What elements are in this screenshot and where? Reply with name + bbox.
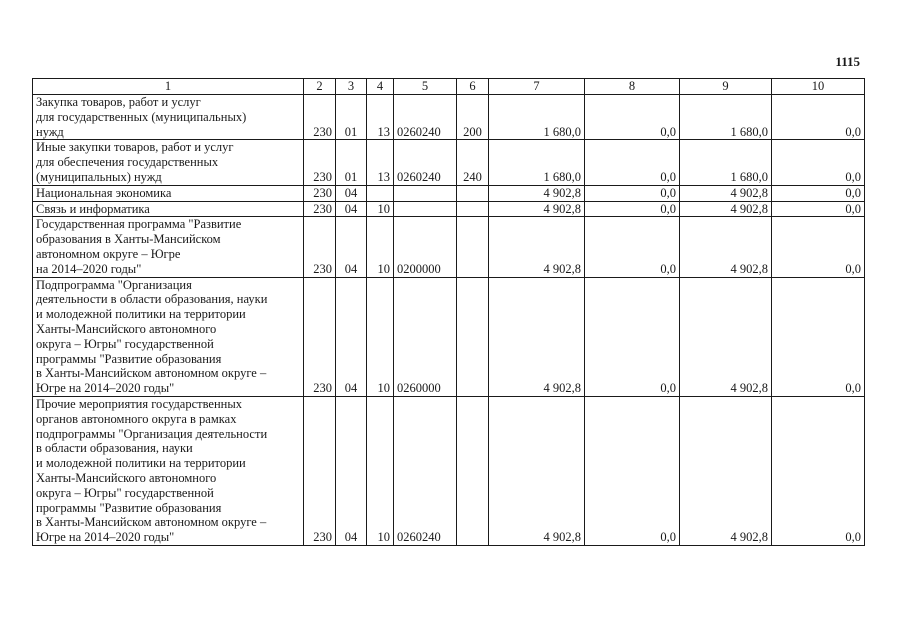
value-cell-c3: 04 bbox=[336, 277, 367, 396]
value-cell-c8: 0,0 bbox=[585, 95, 680, 140]
value-cell-c10: 0,0 bbox=[772, 217, 865, 277]
table-row bbox=[33, 185, 865, 201]
value-cell-c4: 10 bbox=[367, 396, 394, 545]
value-cell-c2: 230 bbox=[304, 201, 336, 217]
value-cell-c2: 230 bbox=[304, 277, 336, 396]
row-name-cell: Иные закупки товаров, работ и услуг для обеспечения государственных (муниципальных) нужд bbox=[33, 140, 304, 185]
table-row bbox=[33, 217, 865, 277]
value-cell-c7: 4 902,8 bbox=[489, 396, 585, 545]
value-cell-c2: 230 bbox=[304, 140, 336, 185]
value-cell-c7: 1 680,0 bbox=[489, 95, 585, 140]
value-cell-c4: 13 bbox=[367, 140, 394, 185]
value-cell-c4: 10 bbox=[367, 217, 394, 277]
value-cell-c2: 230 bbox=[304, 217, 336, 277]
column-header: 8 bbox=[585, 79, 680, 95]
value-cell-c7: 4 902,8 bbox=[489, 277, 585, 396]
column-header: 2 bbox=[304, 79, 336, 95]
value-cell-c6 bbox=[457, 201, 489, 217]
value-cell-c10: 0,0 bbox=[772, 277, 865, 396]
value-cell-c4: 13 bbox=[367, 95, 394, 140]
value-cell-c8: 0,0 bbox=[585, 185, 680, 201]
row-name-cell: Национальная экономика bbox=[33, 185, 304, 201]
value-cell-c2: 230 bbox=[304, 185, 336, 201]
row-name-cell: Прочие мероприятия государственных органов автономного округа в рамках подпрограммы "Организация деятельности в области образования, науки и молодежной политики на территории Ханты-Мансийского автономного округа – Югры" государственной программы "Развитие образования в Ханты-Мансийском автономном округе – Югре на 2014–2020 годы" bbox=[33, 396, 304, 545]
table-row bbox=[33, 140, 865, 185]
value-cell-c9: 4 902,8 bbox=[680, 396, 772, 545]
column-header: 7 bbox=[489, 79, 585, 95]
value-cell-c5: 0200000 bbox=[394, 217, 457, 277]
table-header-row bbox=[33, 79, 865, 95]
value-cell-c3: 04 bbox=[336, 217, 367, 277]
value-cell-c4: 10 bbox=[367, 277, 394, 396]
value-cell-c7: 1 680,0 bbox=[489, 140, 585, 185]
column-header: 4 bbox=[367, 79, 394, 95]
value-cell-c8: 0,0 bbox=[585, 396, 680, 545]
value-cell-c9: 1 680,0 bbox=[680, 95, 772, 140]
row-name-cell: Государственная программа "Развитие образования в Ханты-Мансийском автономном округе – Югре на 2014–2020 годы" bbox=[33, 217, 304, 277]
value-cell-c6 bbox=[457, 396, 489, 545]
value-cell-c5: 0260240 bbox=[394, 396, 457, 545]
value-cell-c6 bbox=[457, 217, 489, 277]
value-cell-c5: 0260240 bbox=[394, 140, 457, 185]
value-cell-c9: 4 902,8 bbox=[680, 277, 772, 396]
value-cell-c3: 04 bbox=[336, 396, 367, 545]
column-header: 3 bbox=[336, 79, 367, 95]
value-cell-c3: 04 bbox=[336, 185, 367, 201]
value-cell-c4: 10 bbox=[367, 201, 394, 217]
table-row bbox=[33, 201, 865, 217]
value-cell-c10: 0,0 bbox=[772, 201, 865, 217]
value-cell-c8: 0,0 bbox=[585, 277, 680, 396]
value-cell-c8: 0,0 bbox=[585, 201, 680, 217]
value-cell-c6: 240 bbox=[457, 140, 489, 185]
value-cell-c9: 4 902,8 bbox=[680, 201, 772, 217]
column-header: 10 bbox=[772, 79, 865, 95]
value-cell-c8: 0,0 bbox=[585, 140, 680, 185]
value-cell-c2: 230 bbox=[304, 396, 336, 545]
table-row bbox=[33, 95, 865, 140]
column-header: 9 bbox=[680, 79, 772, 95]
column-header: 5 bbox=[394, 79, 457, 95]
value-cell-c6: 200 bbox=[457, 95, 489, 140]
value-cell-c10: 0,0 bbox=[772, 185, 865, 201]
page-number: 1115 bbox=[835, 54, 860, 69]
row-name-cell: Связь и информатика bbox=[33, 201, 304, 217]
value-cell-c10: 0,0 bbox=[772, 140, 865, 185]
row-name-cell: Подпрограмма "Организация деятельности в области образования, науки и молодежной политики на территории Ханты-Мансийского автономного округа – Югры" государственной программы "Развитие образования в Ханты-Мансийском автономном округе – Югре на 2014–2020 годы" bbox=[33, 277, 304, 396]
value-cell-c5 bbox=[394, 201, 457, 217]
column-header: 6 bbox=[457, 79, 489, 95]
value-cell-c9: 4 902,8 bbox=[680, 217, 772, 277]
value-cell-c3: 01 bbox=[336, 140, 367, 185]
value-cell-c7: 4 902,8 bbox=[489, 217, 585, 277]
column-header: 1 bbox=[33, 79, 304, 95]
value-cell-c6 bbox=[457, 277, 489, 396]
value-cell-c10: 0,0 bbox=[772, 95, 865, 140]
table-row bbox=[33, 277, 865, 396]
value-cell-c5: 0260000 bbox=[394, 277, 457, 396]
value-cell-c3: 01 bbox=[336, 95, 367, 140]
value-cell-c3: 04 bbox=[336, 201, 367, 217]
budget-table bbox=[32, 78, 865, 546]
value-cell-c6 bbox=[457, 185, 489, 201]
value-cell-c5 bbox=[394, 185, 457, 201]
value-cell-c7: 4 902,8 bbox=[489, 185, 585, 201]
value-cell-c2: 230 bbox=[304, 95, 336, 140]
value-cell-c9: 4 902,8 bbox=[680, 185, 772, 201]
value-cell-c8: 0,0 bbox=[585, 217, 680, 277]
row-name-cell: Закупка товаров, работ и услуг для государственных (муниципальных) нужд bbox=[33, 95, 304, 140]
value-cell-c10: 0,0 bbox=[772, 396, 865, 545]
value-cell-c5: 0260240 bbox=[394, 95, 457, 140]
value-cell-c4 bbox=[367, 185, 394, 201]
table-row bbox=[33, 396, 865, 545]
value-cell-c9: 1 680,0 bbox=[680, 140, 772, 185]
value-cell-c7: 4 902,8 bbox=[489, 201, 585, 217]
